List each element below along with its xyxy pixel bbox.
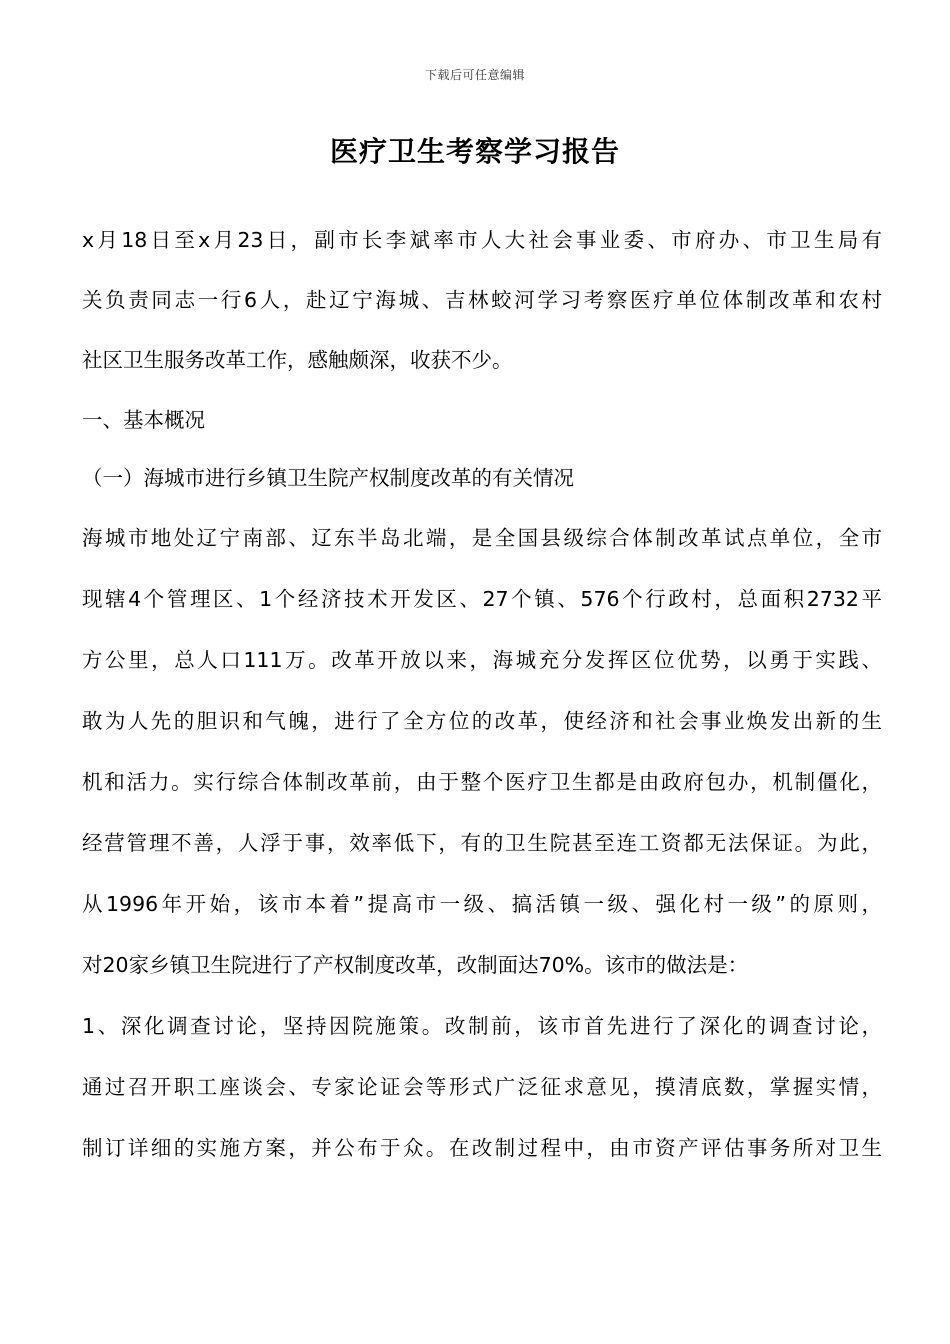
paragraph-line: 经营管理不善，人浮于事，效率低下，有的卫生院甚至连工资都无法保证。为此， <box>82 831 882 855</box>
paragraph-line: 关负责同志一行6人，赴辽宁海城、吉林蛟河学习考察医疗单位体制改革和农村 <box>82 288 882 312</box>
section-heading: 一、基本概况 <box>82 408 205 432</box>
paragraph-line: 1、深化调查讨论，坚持因院施策。改制前，该市首先进行了深化的调查讨论， <box>82 1014 882 1038</box>
page-title: 医疗卫生考察学习报告 <box>329 135 620 168</box>
paragraph-line: x月18日至x月23日，副市长李斌率市人大社会事业委、市府办、市卫生局有 <box>82 228 882 252</box>
header-note: 下载后可任意编辑 <box>424 68 525 82</box>
paragraph-line: 从1996年开始，该市本着”提高市一级、搞活镇一级、强化村一级”的原则， <box>82 892 882 916</box>
paragraph-line: 机和活力。实行综合体制改革前，由于整个医疗卫生都是由政府包办，机制僵化， <box>82 770 882 794</box>
paragraph-line: 敢为人先的胆识和气魄，进行了全方位的改革，使经济和社会事业焕发出新的生 <box>82 709 882 733</box>
subsection-heading: （一）海城市进行乡镇卫生院产权制度改革的有关情况 <box>82 466 574 490</box>
paragraph-line: 海城市地处辽宁南部、辽东半岛北端，是全国县级综合体制改革试点单位，全市 <box>82 526 882 550</box>
paragraph-line: 制订详细的实施方案，并公布于众。在改制过程中，由市资产评估事务所对卫生 <box>82 1136 882 1160</box>
paragraph-line: 社区卫生服务改革工作，感触颇深，收获不少。 <box>82 348 513 372</box>
paragraph-line: 现辖4个管理区、1个经济技术开发区、27个镇、576个行政村，总面积2732平 <box>82 587 882 611</box>
paragraph-line: 对20家乡镇卫生院进行了产权制度改革，改制面达70%。该市的做法是： <box>82 953 749 977</box>
paragraph-line: 通过召开职工座谈会、专家论证会等形式广泛征求意见，摸清底数，掌握实情， <box>82 1075 882 1099</box>
paragraph-line: 方公里，总人口111万。改革开放以来，海城充分发挥区位优势，以勇于实践、 <box>82 648 882 672</box>
